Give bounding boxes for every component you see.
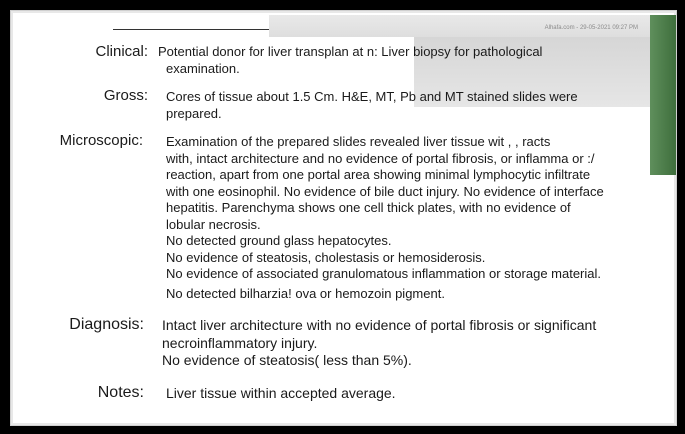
watermark: Alhafa.com - 29-05-2021 09:27 PM xyxy=(544,25,638,31)
microscopic-text xyxy=(166,134,604,302)
notes-label: Notes: xyxy=(97,384,144,401)
gross-text xyxy=(166,89,578,122)
microscopic-line: lobular necrosis. xyxy=(166,216,261,232)
clinical-text xyxy=(158,44,542,77)
photo-overlay-top xyxy=(269,15,676,37)
microscopic-line: No detected bilharzia! ova or hemozoin pigment. xyxy=(166,285,445,301)
microscopic-line: hepatitis. Parenchyma shows one cell thick plates, with no evidence of xyxy=(166,200,571,215)
notes-text xyxy=(166,385,396,403)
microscopic-label: Microscopic: xyxy=(59,132,143,149)
gross-line: Cores of tissue about 1.5 Cm. H&E, MT, Pb and MT stained slides were xyxy=(166,89,578,104)
microscopic-line: with one eosinophil. No evidence of bile duct injury. No evidence of interface xyxy=(166,183,604,199)
clinical-label: Clinical: xyxy=(95,43,148,60)
gross-label: Gross: xyxy=(103,87,148,104)
diagnosis-label: Diagnosis: xyxy=(69,316,144,333)
microscopic-line: Examination of the prepared slides revealed liver tissue wit , , racts xyxy=(166,134,551,149)
diagnosis-line: Intact liver architecture with no evidence of portal fibrosis or significant xyxy=(162,317,597,333)
microscopic-line: with, intact architecture and no evidence of portal fibrosis, or inflamma or :/ xyxy=(166,150,595,166)
clinical-line: Potential donor for liver transplan at n: Liver biopsy for pathological xyxy=(158,44,543,59)
microscopic-line: No evidence of associated granulomatous inflammation or storage material. xyxy=(166,266,602,281)
microscopic-line: reaction, apart from one portal area showing minimal lymphocytic infiltrate xyxy=(166,167,591,182)
gross-line: prepared. xyxy=(166,105,222,121)
clinical-line: examination. xyxy=(166,60,240,76)
microscopic-line: No evidence of steatosis, cholestasis or hemosiderosis. xyxy=(166,249,486,265)
diagnosis-line: No evidence of steatosis( less than 5%). xyxy=(162,352,412,368)
microscopic-line: No detected ground glass hepatocytes. xyxy=(166,233,392,248)
notes-line: Liver tissue within accepted average. xyxy=(166,385,396,401)
diagnosis-line: necroinflammatory injury. xyxy=(162,334,318,351)
diagnosis-text xyxy=(162,317,596,370)
report-page xyxy=(10,10,677,426)
report-frame xyxy=(3,3,682,431)
photo-edge-strip xyxy=(650,15,676,175)
